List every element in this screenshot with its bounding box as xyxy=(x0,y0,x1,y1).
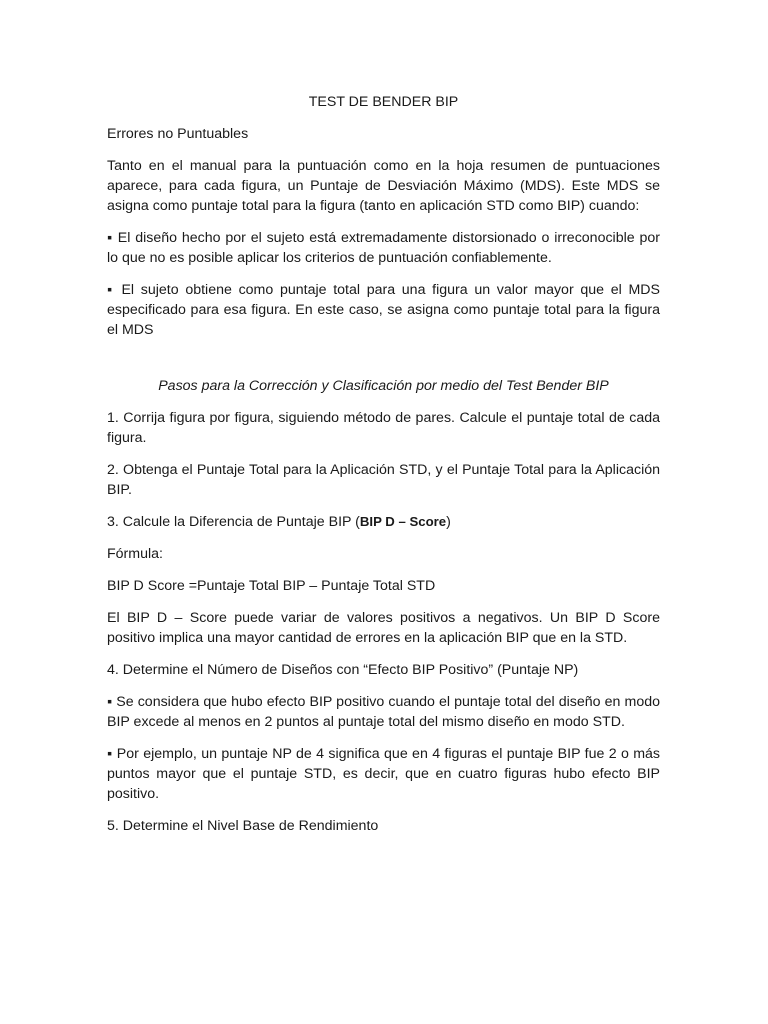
bullet-distorted-design: ▪ El diseño hecho por el sujeto está extremadamente distorsionado o irreconocible por lo que no es posible aplicar los criterios de puntuación confiablemente. xyxy=(107,230,660,266)
step-4-bullet-2: ▪ Por ejemplo, un puntaje NP de 4 significa que en 4 figuras el puntaje BIP fue 2 o más puntos mayor que el puntaje STD, es decir, que en cuatro figuras hubo efecto BIP positivo. xyxy=(107,746,660,802)
formula-label: Fórmula: xyxy=(107,546,163,562)
formula-explanation: El BIP D – Score puede variar de valores positivos a negativos. Un BIP D Score positivo implica una mayor cantidad de errores en la aplicación BIP que en la STD. xyxy=(107,610,660,646)
formula: BIP D Score =Puntaje Total BIP – Puntaje Total STD xyxy=(107,578,436,594)
step-4: 4. Determine el Número de Diseños con “Efecto BIP Positivo” (Puntaje NP) xyxy=(107,662,579,678)
step-3-suffix: ) xyxy=(446,514,451,530)
step-4-bullet-1: ▪ Se considera que hubo efecto BIP positivo cuando el puntaje total del diseño en modo BIP excede al menos en 2 puntos al puntaje total del mismo diseño en modo STD. xyxy=(107,694,660,730)
intro-paragraph: Tanto en el manual para la puntuación como en la hoja resumen de puntuaciones aparece, para cada figura, un Puntaje de Desviación Máximo (MDS). Este MDS se asigna como puntaje total para la figura (tanto en aplicación STD como BIP) cuando: xyxy=(107,158,660,214)
steps-title: Pasos para la Corrección y Clasificación por medio del Test Bender BIP xyxy=(158,378,609,394)
bullet-score-exceeds-mds: ▪ El sujeto obtiene como puntaje total para una figura un valor mayor que el MDS especificado para esa figura. En este caso, se asigna como puntaje total para la figura el MDS xyxy=(107,282,660,338)
step-3-bold-term: BIP D – Score xyxy=(359,514,447,529)
step-2: 2. Obtenga el Puntaje Total para la Aplicación STD, y el Puntaje Total para la Aplicación BIP. xyxy=(107,462,660,498)
document-title: TEST DE BENDER BIP xyxy=(308,94,459,110)
document-body xyxy=(107,92,660,848)
step-1: 1. Corrija figura por figura, siguiendo método de pares. Calcule el puntaje total de cada figura. xyxy=(107,410,660,446)
section-heading: Errores no Puntuables xyxy=(107,126,249,142)
step-5: 5. Determine el Nivel Base de Rendimiento xyxy=(107,818,379,834)
step-3 xyxy=(107,512,660,532)
step-3-prefix: 3. Calcule la Diferencia de Puntaje BIP ( xyxy=(107,514,360,530)
